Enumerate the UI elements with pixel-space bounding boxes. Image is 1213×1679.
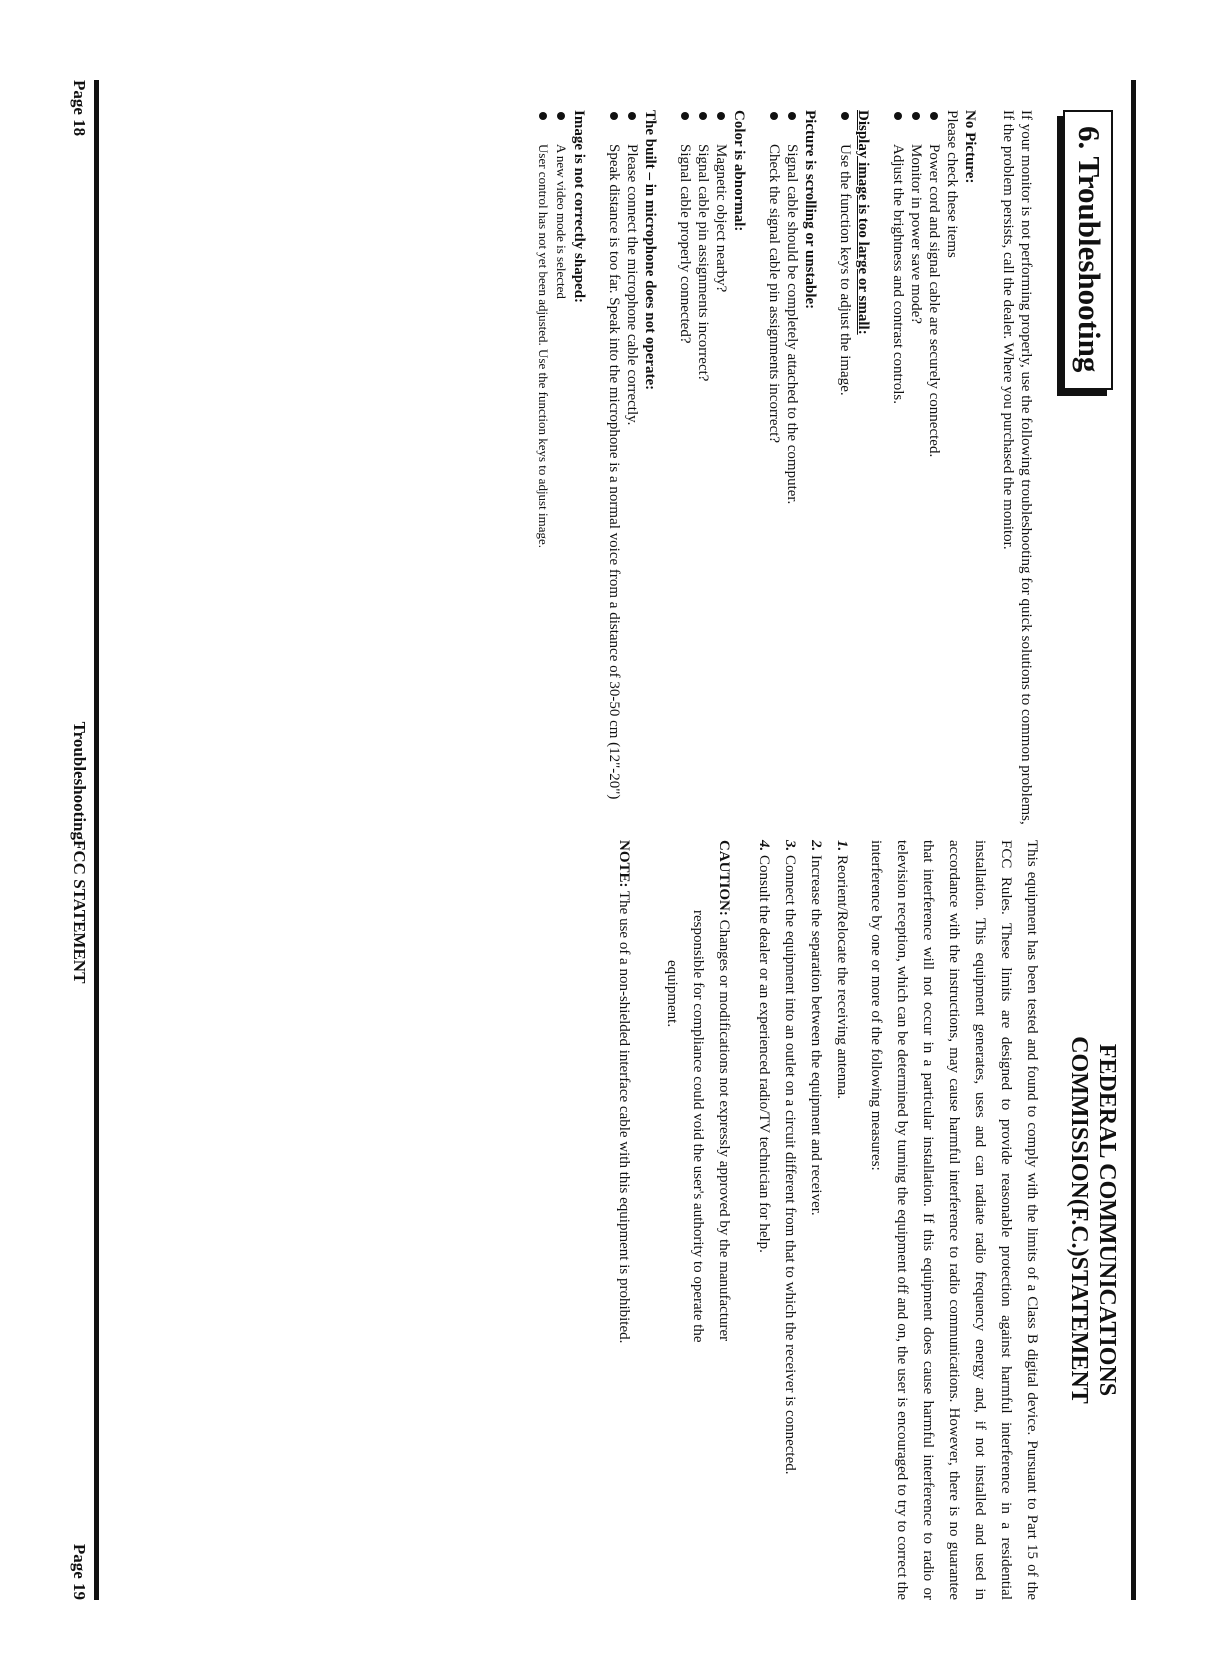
section-color: [676, 110, 748, 830]
caution-text: equipment.: [664, 960, 680, 1028]
item-text: Consult the dealer or an experienced radio/TV technician for help.: [756, 855, 772, 1253]
section-scrolling: [765, 110, 819, 830]
list-item: Signal cable pin assignments incorrect?: [694, 110, 712, 830]
section-lead: Please check these items: [944, 110, 960, 258]
section-heading: No Picture:: [962, 110, 978, 184]
section-name: Troubleshooting: [70, 721, 89, 840]
caution-label: CAUTION:: [716, 840, 732, 916]
list-item: Adjust the brightness and contrast controls.: [889, 110, 907, 830]
page-title: 6. Troubleshooting: [1063, 110, 1113, 390]
fcc-title: [1065, 840, 1121, 1600]
bottom-rule: [94, 840, 99, 1600]
page-number: Page 19: [70, 1543, 89, 1600]
section-heading: Color is abnormal:: [731, 110, 747, 232]
list-item: A new video mode is selected: [552, 110, 570, 830]
list-item: Monitor in power save mode?: [907, 110, 925, 830]
list-item: [829, 840, 855, 1600]
fcc-body: This equipment has been tested and found to comply with the limits of a Class B digital device. Pursuant to Part 15 of the FCC Rules. These limits are designed to provide reasonable protection against harmful interference in a residential installation. This equipment generates, uses and can radiate radio frequency energy and, if not installed and used in accordance with the instructions, may cause harmful interference to radio communications. However, there is no guarantee that interference will not occur in a particular installation. If this equipment does cause harmful interference to radio or television reception, which can be determined by turning the equipment off and on, the user is encouraged to try to correct the interference by one or more of the following measures:: [868, 840, 1040, 1600]
measures-list: [751, 840, 855, 1600]
section-heading: The built – in microphone does not operate:: [642, 110, 658, 391]
item-number: 4.: [756, 840, 772, 852]
section-heading: Picture is scrolling or unstable:: [802, 110, 818, 310]
list-item: Power cord and signal cable are securely connected.: [925, 110, 943, 830]
page-number: Page 18: [70, 80, 89, 137]
list-item: Check the signal cable pin assignments incorrect?: [765, 110, 783, 830]
page-19: [0, 840, 1213, 1600]
list-item: Please connect the microphone cable correctly.: [623, 110, 641, 830]
list-item: Signal cable should be completely attached to the computer.: [783, 110, 801, 830]
list-item: [751, 840, 777, 1600]
list-item: Use the function keys to adjust the image.: [836, 110, 854, 830]
page-18: [0, 80, 1213, 840]
list-item: Speak distance is too far. Speak into the microphone is a normal voice from a distance of 30-50 cm (12"-20"): [605, 110, 623, 830]
title-line: COMMISSION(F.C.)STATEMENT: [1066, 1036, 1092, 1404]
caution-text: Changes or modifications not expressly approved by the manufacturer: [716, 919, 732, 1342]
bottom-rule: [94, 80, 99, 840]
item-number: 2.: [808, 840, 824, 852]
title-line: FEDERAL COMMUNICATIONS: [1094, 1043, 1120, 1397]
section-microphone: [605, 110, 659, 830]
top-rule: [1131, 840, 1136, 1600]
item-text: Connect the equipment into an outlet on a circuit different from that to which the receiver is connected.: [782, 855, 798, 1475]
section-display-size: [836, 110, 872, 830]
section-heading: Image is not correctly shaped:: [571, 110, 587, 304]
item-number: 3.: [782, 840, 798, 852]
caution-block: [659, 840, 737, 1600]
section-heading: Display image is too large or small:: [855, 110, 871, 335]
section-no-picture: [889, 110, 979, 830]
caution-text: responsible for compliance could void the user's authority to operate the: [690, 910, 706, 1343]
fcc-content: [611, 840, 1045, 1600]
list-item: [803, 840, 829, 1600]
note-block: [611, 840, 637, 1600]
intro-text: If your monitor is not performing properly, use the following troubleshooting for quick solutions to common problems, If the problem persists, call the dealer. Where you purchased the monitor.: [1000, 110, 1034, 825]
top-rule: [1131, 80, 1136, 840]
note-label: NOTE:: [616, 840, 632, 888]
list-item: Signal cable properly connected?: [676, 110, 694, 830]
list-item: User control has not yet been adjusted. Use the function keys to adjust image.: [534, 110, 552, 830]
item-text: Increase the separation between the equipment and receiver.: [808, 855, 824, 1216]
section-name: FCC STATEMENT: [70, 840, 89, 984]
list-item: Magnetic object nearby?: [712, 110, 730, 830]
troubleshooting-content: [517, 110, 1035, 830]
section-shape: [534, 110, 588, 830]
list-item: [777, 840, 803, 1600]
item-text: Reorient/Relocate the receiving antenna.: [834, 855, 850, 1100]
note-text: The use of a non-shielded interface cable with this equipment is prohibited.: [616, 891, 632, 1344]
item-number: 1.: [834, 840, 850, 852]
